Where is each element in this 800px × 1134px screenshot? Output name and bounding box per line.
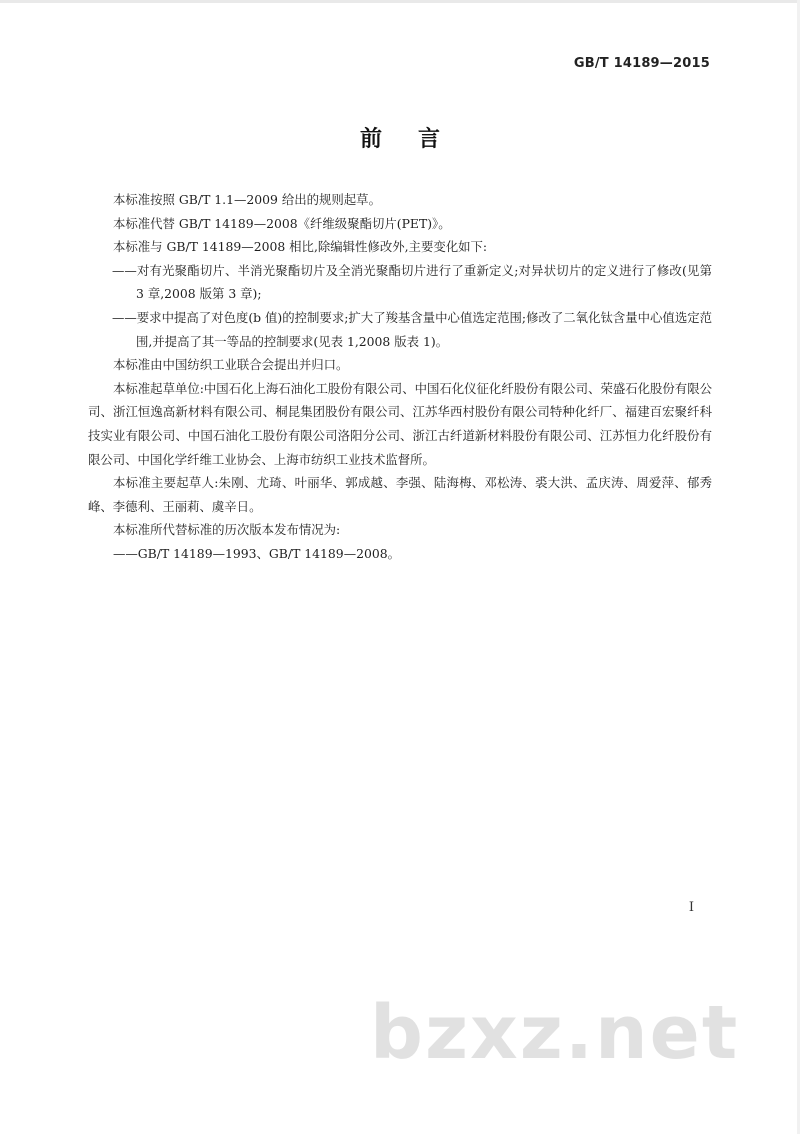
- standard-number: GB/T 14189—2015: [573, 56, 710, 71]
- change-item: ——要求中提高了对色度(b 值)的控制要求;扩大了羧基含量中心值选定范围;修改了二氧化钛含量中心值选定范围,并提高了其一等品的控制要求(见表 1,2008 版表 1)。: [112, 309, 712, 349]
- paragraph-changes-intro: 本标准与 GB/T 14189—2008 相比,除编辑性修改外,主要变化如下:: [113, 239, 488, 255]
- document-body: [88, 188, 712, 566]
- watermark: bzxz.net: [370, 990, 740, 1076]
- paragraph-drafters: 本标准主要起草人:朱刚、尤琦、叶丽华、郭成越、李强、陆海梅、邓松涛、裘大洪、孟庆涛、周爱萍、郁秀峰、李德利、王丽莉、虞辛日。: [88, 475, 712, 514]
- paragraph-history-intro: 本标准所代替标准的历次版本发布情况为:: [113, 522, 341, 538]
- paragraph-drafting-rules: 本标准按照 GB/T 1.1—2009 给出的规则起草。: [113, 192, 381, 207]
- page-number: I: [688, 900, 694, 915]
- paragraph-proposer: 本标准由中国纺织工业联合会提出并归口。: [113, 357, 349, 373]
- paragraph-replaces: 本标准代替 GB/T 14189—2008《纤维级聚酯切片(PET)》。: [113, 215, 451, 231]
- page-edge: [0, 0, 800, 3]
- paragraph-drafting-units: 本标准起草单位:中国石化上海石油化工股份有限公司、中国石化仪征化纤股份有限公司、荣盛石化股份有限公司、浙江恒逸高新材料有限公司、桐昆集团股份有限公司、江苏华西村股份有限公司特种化纤厂、福建百宏聚纤科技实业有限公司、中国石油化工股份有限公司洛阳分公司、浙江古纤道新材料股份有限公司、江苏恒力化纤股份有限公司、中国化学纤维工业协会、上海市纺织工业技术监督所。: [88, 380, 712, 467]
- paragraph-history-versions: ——GB/T 14189—1993、GB/T 14189—2008。: [113, 545, 401, 561]
- page-title: 前言: [359, 127, 476, 152]
- change-item: ——对有光聚酯切片、半消光聚酯切片及全消光聚酯切片进行了重新定义;对异状切片的定义进行了修改(见第 3 章,2008 版第 3 章);: [112, 262, 712, 302]
